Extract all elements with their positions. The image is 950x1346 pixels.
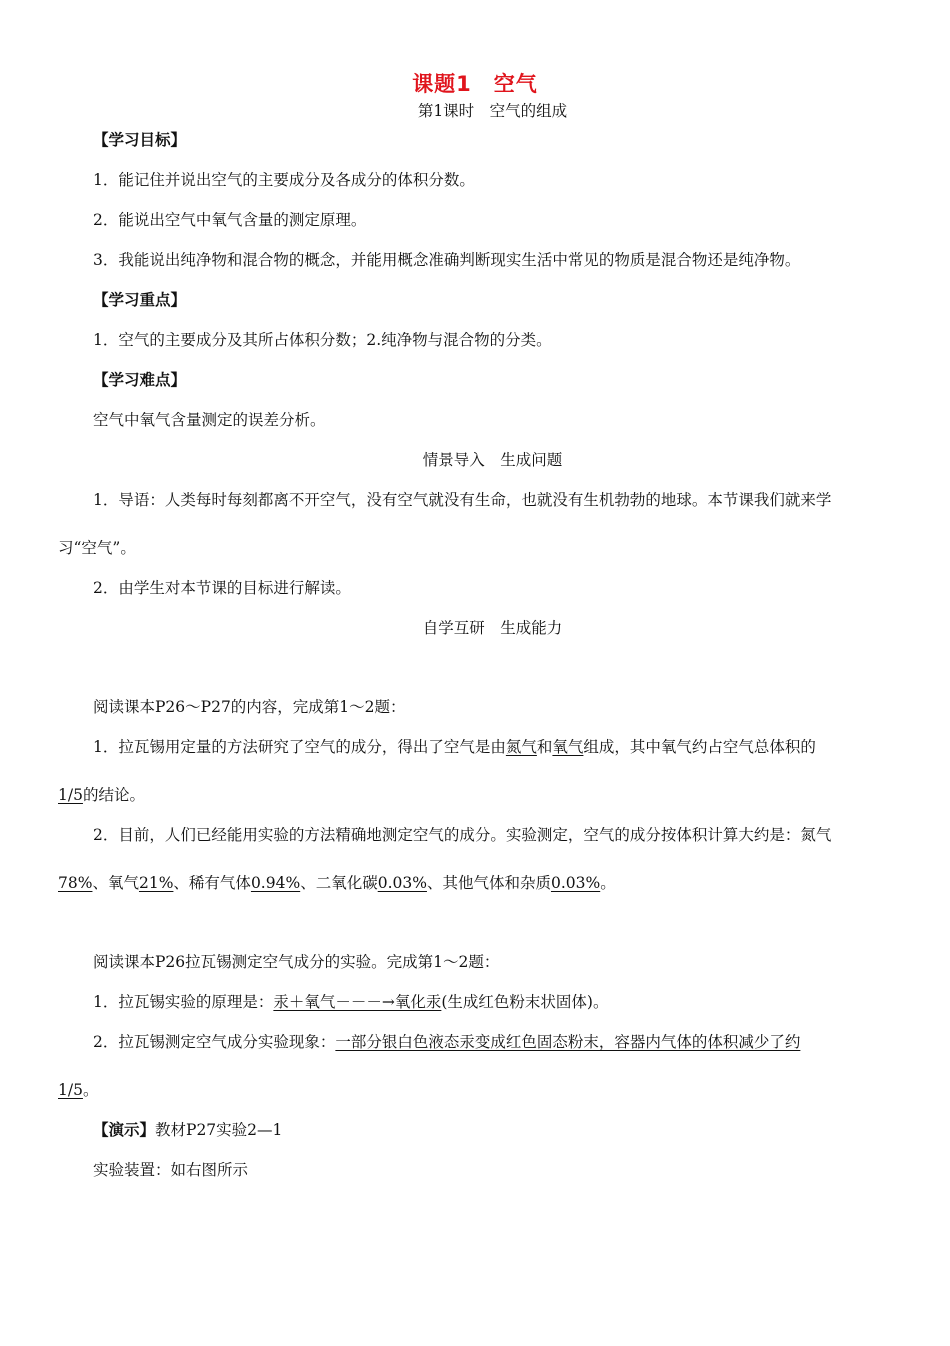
answer-nitrogen: 氮气 <box>505 738 537 756</box>
page-subtitle: 第1课时 空气的组成 <box>417 102 568 120</box>
question-4-prefix: 2．拉瓦锡测定空气成分实验现象： <box>93 1033 336 1051</box>
answer-o2-percent: 21% <box>138 874 174 892</box>
question-4-line2 <box>58 1080 98 1100</box>
objective-item: 1．能记住并说出空气的主要成分及各成分的体积分数。 <box>93 171 475 189</box>
answer-oxygen: 氧气 <box>552 738 584 756</box>
key-points-heading: 【学习重点】 <box>93 290 187 309</box>
answer-co2-percent: 0.03% <box>377 874 427 892</box>
question-3-prefix: 1．拉瓦锡实验的原理是： <box>93 993 274 1011</box>
question-1-mid: 和 <box>536 738 553 756</box>
question-1-line2 <box>58 785 145 805</box>
section-heading-intro: 情景导入 生成问题 <box>422 451 563 469</box>
question-1-end: 的结论。 <box>82 786 145 804</box>
intro-item-1-line1: 1．导语：人类每时每刻都离不开空气，没有空气就没有生命，也就没有生机勃勃的地球。本节课我们就来学 <box>93 491 832 509</box>
question-3 <box>93 992 608 1012</box>
key-points-text: 1．空气的主要成分及其所占体积分数；2.纯净物与混合物的分类。 <box>93 331 552 349</box>
demo-line <box>93 1120 282 1140</box>
question-4-end: 。 <box>82 1081 99 1099</box>
demo-text: 教材P27实验2—1 <box>155 1121 283 1139</box>
answer-rare-gas-percent: 0.94% <box>250 874 301 892</box>
page-title: 课题1 空气 <box>412 72 538 96</box>
objectives-heading: 【学习目标】 <box>93 130 187 149</box>
reading-instruction-2: 阅读课本P26拉瓦锡测定空气成分的实验。完成第1～2题： <box>93 953 500 971</box>
answer-reaction: 汞＋氧气－－－→氧化汞 <box>273 993 442 1011</box>
answer-fraction: 1/5 <box>58 786 83 804</box>
question-2-text: 、稀有气体 <box>173 874 251 892</box>
objective-item: 2．能说出空气中氧气含量的测定原理。 <box>93 211 367 229</box>
intro-item-2: 2．由学生对本节课的目标进行解读。 <box>93 579 351 597</box>
apparatus-text: 实验装置：如右图所示 <box>93 1161 249 1179</box>
answer-other-percent: 0.03% <box>550 874 601 892</box>
question-2-text: 。 <box>600 874 616 892</box>
reading-instruction-1: 阅读课本P26～P27的内容，完成第1～2题： <box>93 698 406 716</box>
question-1-prefix: 1．拉瓦锡用定量的方法研究了空气的成分，得出了空气是由 <box>93 738 506 756</box>
question-4-line1 <box>93 1032 800 1052</box>
question-2-line1: 2．目前，人们已经能用实验的方法精确地测定空气的成分。实验测定，空气的成分按体积计算大约是：氮气 <box>93 826 832 844</box>
intro-item-1-line2: 习“空气”。 <box>58 539 136 557</box>
question-2-text: 、二氧化碳 <box>300 874 378 892</box>
question-2-text: 、氧气 <box>92 874 139 892</box>
section-heading-self-study: 自学互研 生成能力 <box>422 619 563 637</box>
question-2-text: 、其他气体和杂质 <box>426 874 551 892</box>
demo-label: 【演示】 <box>93 1120 156 1139</box>
question-1-line1 <box>93 737 816 757</box>
difficulties-text: 空气中氧气含量测定的误差分析。 <box>93 411 326 429</box>
question-3-suffix: (生成红色粉末状固体)。 <box>441 993 609 1011</box>
objective-item: 3．我能说出纯净物和混合物的概念，并能用概念准确判断现实生活中常见的物质是混合物还是纯净物。 <box>93 251 801 269</box>
question-1-suffix: 组成，其中氧气约占空气总体积的 <box>583 738 816 756</box>
question-2-line2 <box>58 873 616 893</box>
answer-phenomenon-fraction: 1/5 <box>58 1081 83 1099</box>
answer-phenomenon: 一部分银白色液态汞变成红色固态粉末，容器内气体的体积减少了约 <box>335 1033 801 1051</box>
difficulties-heading: 【学习难点】 <box>93 370 187 389</box>
answer-n2-percent: 78% <box>58 874 93 892</box>
